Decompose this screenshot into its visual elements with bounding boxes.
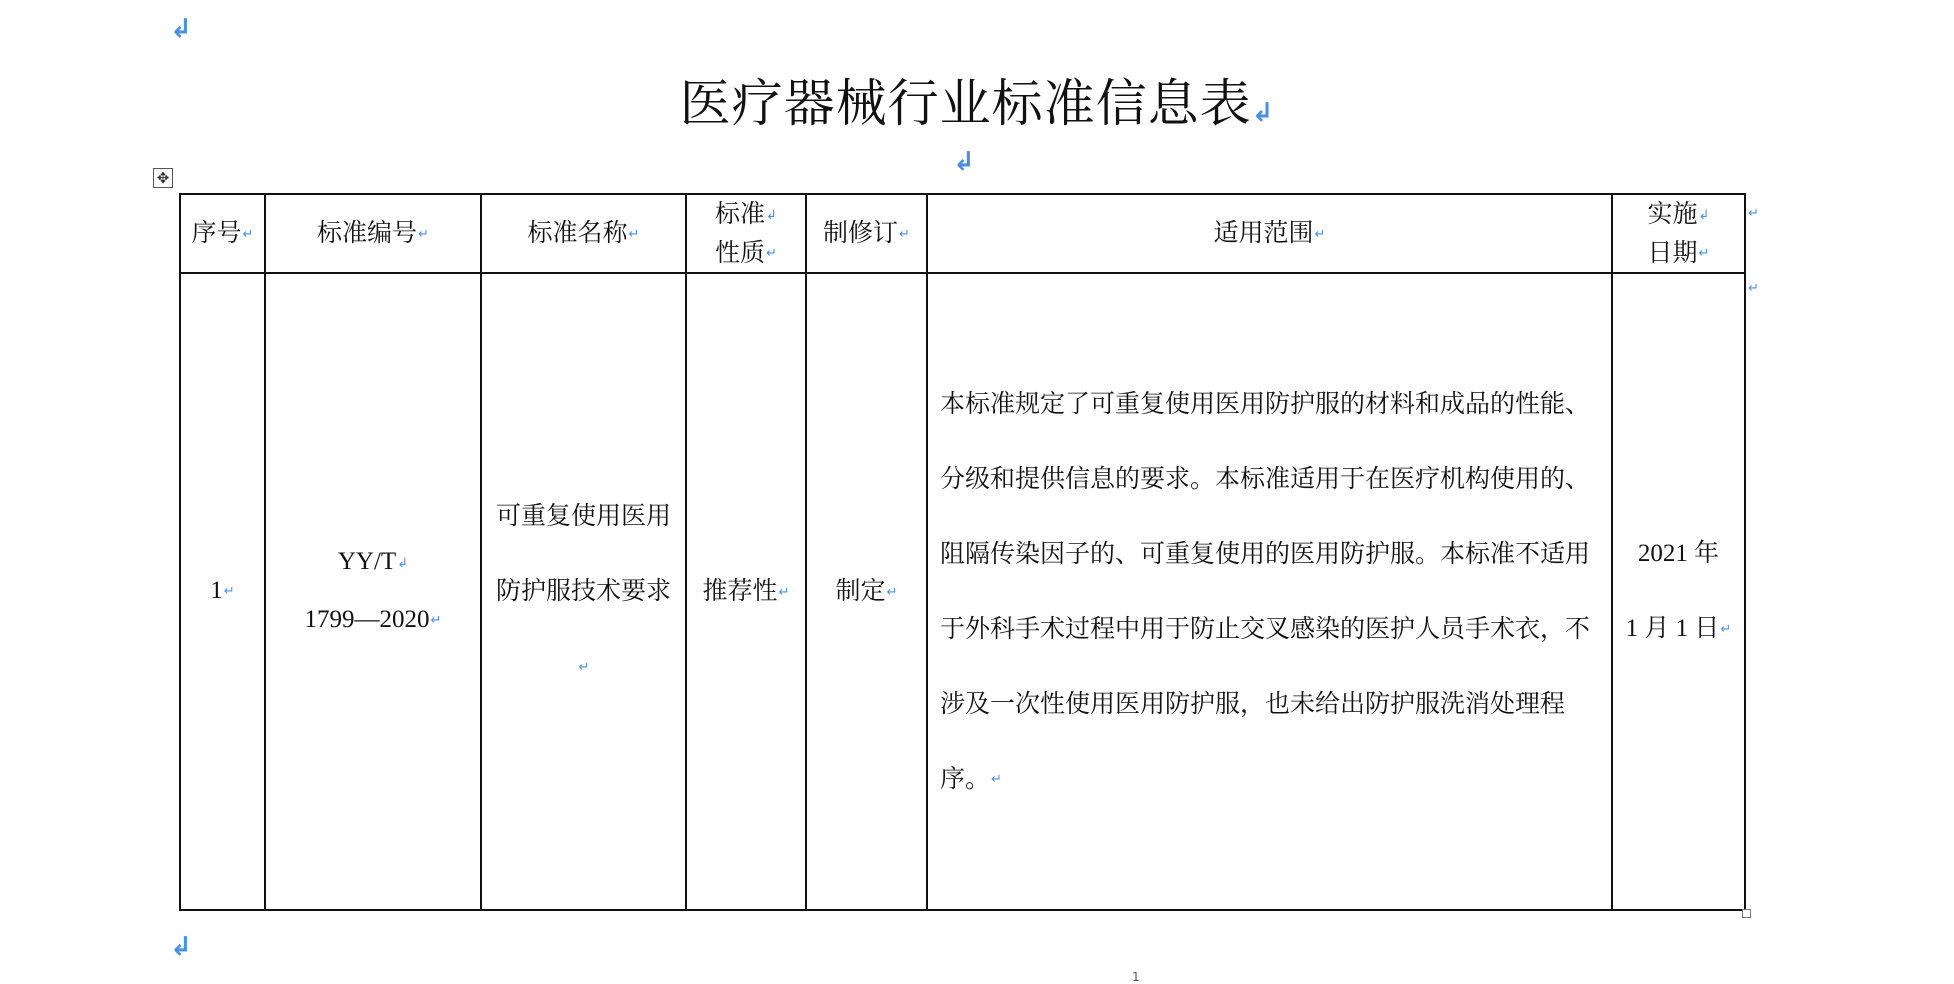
- header-cell-seq[interactable]: 序号↵: [180, 194, 265, 273]
- header-cell-number[interactable]: 标准编号↵: [265, 194, 481, 273]
- header-cell-revision[interactable]: 制修订↵: [806, 194, 927, 273]
- cell-number[interactable]: YY/T↲ 1799—2020↵: [265, 273, 481, 910]
- header-cell-scope[interactable]: 适用范围↵: [927, 194, 1612, 273]
- cell-mark-icon: ↵: [418, 226, 429, 242]
- cell-mark-icon: ↵: [1314, 226, 1326, 242]
- header-cell-date[interactable]: 实施↲ 日期↵: [1612, 194, 1745, 273]
- cell-mark-icon: ↵: [766, 246, 777, 261]
- header-cell-name[interactable]: 标准名称↵: [481, 194, 686, 273]
- cell-mark-icon: ↵: [899, 226, 910, 242]
- table-move-handle-icon[interactable]: ✥: [153, 168, 173, 188]
- cell-nature[interactable]: 推荐性↵: [686, 273, 806, 910]
- paragraph-mark-icon: ↲: [1251, 98, 1275, 128]
- standards-table: [179, 193, 1746, 911]
- cell-seq[interactable]: 1↵: [180, 273, 265, 910]
- page-title: [0, 62, 1954, 136]
- cell-mark-icon: ↵: [578, 659, 590, 675]
- table-row: [180, 273, 1745, 910]
- cell-mark-icon: ↵: [1698, 246, 1710, 261]
- title-text: 医疗器械行业标准信息表: [679, 75, 1252, 134]
- cell-scope[interactable]: 本标准规定了可重复使用医用防护服的材料和成品的性能、分级和提供信息的要求。本标准适用于在医疗机构使用的、阻隔传染因子的、可重复使用的医用防护服。本标准不适用于外科手术过程中用于防止交叉感染的医护人员手术衣，不涉及一次性使用医用防护服，也未给出防护服洗消处理程序。↵: [927, 273, 1612, 910]
- page-number: 1: [1132, 970, 1140, 984]
- paragraph-mark-icon: ↲: [766, 207, 777, 223]
- cell-mark-icon: ↵: [1720, 622, 1732, 638]
- cell-revision[interactable]: 制定↵: [806, 273, 927, 910]
- cell-mark-icon: ↵: [628, 226, 640, 242]
- cell-mark-icon: ↵: [242, 226, 254, 242]
- cell-date[interactable]: 2021 年 1 月 1 日↵: [1612, 273, 1745, 910]
- cell-mark-icon: ↵: [991, 772, 1002, 788]
- cell-mark-icon: ↵: [886, 584, 898, 600]
- row-end-mark-icon: ↵: [1748, 206, 1759, 221]
- header-cell-nature[interactable]: 标准↲ 性质↵: [686, 194, 806, 273]
- cell-mark-icon: ↵: [430, 612, 442, 628]
- paragraph-mark-icon: ↲: [170, 14, 192, 44]
- cell-mark-icon: ↵: [223, 584, 235, 600]
- cell-name[interactable]: 可重复使用医用防护服技术要求↵: [481, 273, 686, 910]
- paragraph-mark-icon: ↲: [397, 555, 409, 571]
- table-header-row: [180, 194, 1745, 273]
- paragraph-mark-icon: ↲: [1698, 207, 1710, 223]
- paragraph-mark-icon: ↲: [170, 932, 192, 962]
- cell-mark-icon: ↵: [778, 584, 790, 600]
- row-end-mark-icon: ↵: [1748, 281, 1759, 296]
- table-resize-handle[interactable]: [1742, 909, 1751, 918]
- paragraph-mark-icon: ↲: [953, 147, 975, 177]
